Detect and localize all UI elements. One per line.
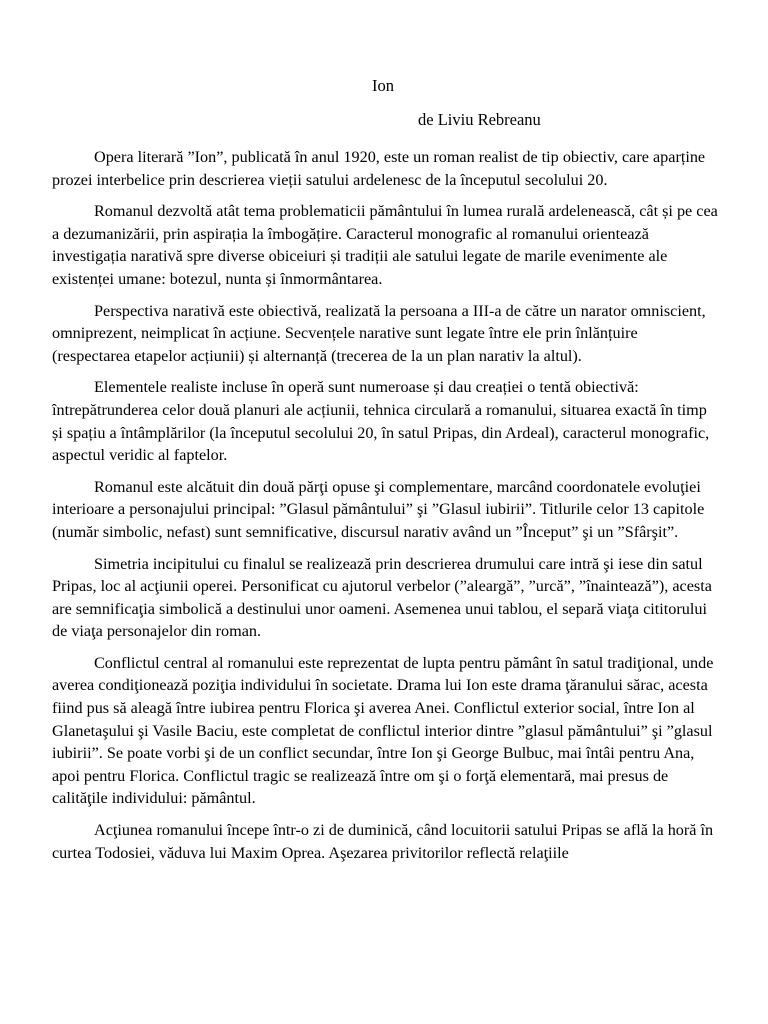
paragraph-4: Elementele realiste incluse în operă sunt numeroase și dau creației o tentă obiectivă: întrepătrunderea celor două planuri ale acțiunii, tehnica circulară a romanului, situarea exactă în timp și spațiu a întâmplărilor (la începutul secolului 20, în satul Pripas, din Ardeal), caracterul monografic, aspectul veridic al faptelor.	[52, 378, 710, 465]
paragraph-8: Acţiunea romanului începe într-o zi de duminică, când locuitorii satului Pripas se află la horă în curtea Todosiei, văduva lui Maxim Oprea. Aşezarea privitorilor reflectă relaţiile	[52, 821, 714, 862]
document-title: Ion	[372, 76, 394, 95]
paragraph-2: Romanul dezvoltă atât tema problematicii pământului în lumea rurală ardelenească, cât și pe cea a dezumanizării, prin aspirația la îmbogățire. Caracterul monografic al romanului orientează investigația narativă spre diverse obiceiuri și tradiții ale satului legate de marile evenimente ale existenței umane: botezul, nunta și înmormântarea.	[52, 202, 718, 288]
paragraph-5: Romanul este alcătuit din două părţi opuse şi complementare, marcând coordonatele evoluţiei interioare a personajului principal: ”Glasul pământului” şi ”Glasul iubirii”. Titlurile celor 13 capitole (număr simbolic, nefast) sunt semnificative, discursul narativ având un ”Început” şi un ”Sfârşit”.	[52, 477, 705, 541]
paragraph-6: Simetria incipitului cu finalul se realizează prin descrierea drumului care intră şi iese din satul Pripas, loc al acţiunii operei. Personificat cu ajutorul verbelor (”aleargă”, ”urcă”, ”înaintează”), acesta are semnificaţia simbolică a destinului unor oameni. Asemenea unui tablou, el separă viaţa cititorului de viaţa personajelor din roman.	[52, 554, 712, 641]
paragraph-7: Conflictul central al romanului este reprezentat de lupta pentru pământ în satul tradiţional, unde averea condiţionează poziţia individului în societate. Drama lui Ion este drama ţăranului sărac, acesta fiind pus să aleagă între iubirea pentru Florica şi averea Anei. Conflictul exterior social, între Ion al Glanetaşului şi Vasile Baciu, este completat de conflictul interior dintre ”glasul pământului” şi ”glasul iubirii”. Se poate vorbi şi de un conflict secundar, între Ion şi George Bulbuc, mai întâi pentru Ana, apoi pentru Florica. Conflictul tragic se realizează între om şi o forţă elementară, mai presus de calităţile individului: pământul.	[52, 653, 714, 808]
paragraph-3: Perspectiva narativă este obiectivă, realizată la persoana a III-a de către un narator omniscient, omniprezent, neimplicat în acțiune. Secvențele narative sunt legate între ele prin înlănțuire (respectarea etapelor acțiunii) și alternanță (trecerea de la un plan narativ la altul).	[52, 301, 706, 365]
paragraph-1: Opera literară ”Ion”, publicată în anul 1920, este un roman realist de tip obiectiv, care aparține prozei interbelice prin descrierea vieții satului ardelenesc de la începutul secolului 20.	[52, 148, 706, 189]
document-body	[52, 146, 718, 873]
author-line: de Liviu Rebreanu	[418, 110, 541, 129]
